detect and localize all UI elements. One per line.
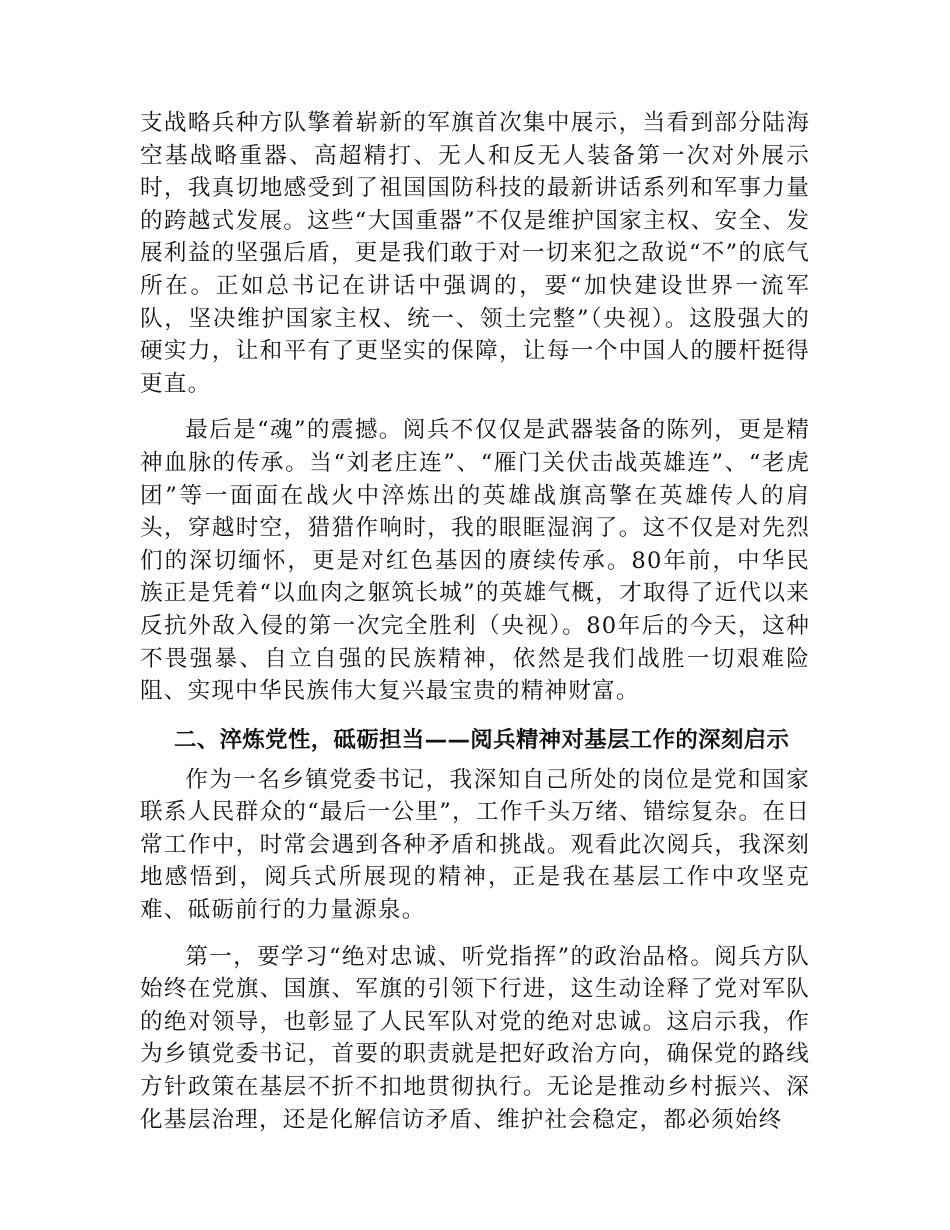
paragraph-soul-shock: 最后是“魂”的震撼。阅兵不仅仅是武器装备的陈列，更是精神血脉的传承。当“刘老庄连”、“雁门关伏击战英雄连”、“老虎团”等一面面在战火中淬炼出的英雄战旗高擎在英雄传人的肩头，穿越时空，猎猎作响时，我的眼眶湿润了。这不仅是对先烈们的深切缅怀，更是对红色基因的赓续传承。80年前，中华民族正是凭着“以血肉之躯筑长城”的英雄气概，才取得了近代以来反抗外敌入侵的第一次完全胜利（央视）。80年后的今天，这种不畏强暴、自立自强的民族精神，依然是我们战胜一切艰难险阻、实现中华民族伟大复兴最宝贵的精神财富。 xyxy=(140,417,810,705)
paragraph-continuation: 支战略兵种方队擎着崭新的军旗首次集中展示，当看到部分陆海空基战略重器、高超精打、无人和反无人装备第一次对外展示时，我真切地感受到了祖国国防科技的最新讲话系列和军事力量的跨越式发展。这些“大国重器”不仅是维护国家主权、安全、发展利益的坚强后盾，更是我们敢于对一切来犯之敌说“不”的底气所在。正如总书记在讲话中强调的，要“加快建设世界一流军队，坚决维护国家主权、统一、领土完整”（央视）。这股强大的硬实力，让和平有了更坚实的保障，让每一个中国人的腰杆挺得更直。 xyxy=(140,110,810,397)
document-page xyxy=(140,107,810,1136)
paragraph-party-secretary: 作为一名乡镇党委书记，我深知自己所处的岗位是党和国家联系人民群众的“最后一公里”，工作千头万绪、错综复杂。在日常工作中，时常会遇到各种矛盾和挑战。观看此次阅兵，我深刻地感悟到，阅兵式所展现的精神，正是我在基层工作中攻坚克难、砥砺前行的力量源泉。 xyxy=(140,766,810,924)
paragraph-first-lesson: 第一，要学习“绝对忠诚、听党指挥”的政治品格。阅兵方队始终在党旗、国旗、军旗的引领下行进，这生动诠释了党对军队的绝对领导，也彰显了人民军队对党的绝对忠诚。这启示我，作为乡镇党委书记，首要的职责就是把好政治方向，确保党的路线方针政策在基层不折不扣地贯彻执行。无论是推动乡村振兴、深化基层治理，还是化解信访矛盾、维护社会稳定，都必须始终 xyxy=(140,943,810,1133)
section-heading: 二、淬炼党性，砥砺担当——阅兵精神对基层工作的深刻启示 xyxy=(174,726,790,753)
